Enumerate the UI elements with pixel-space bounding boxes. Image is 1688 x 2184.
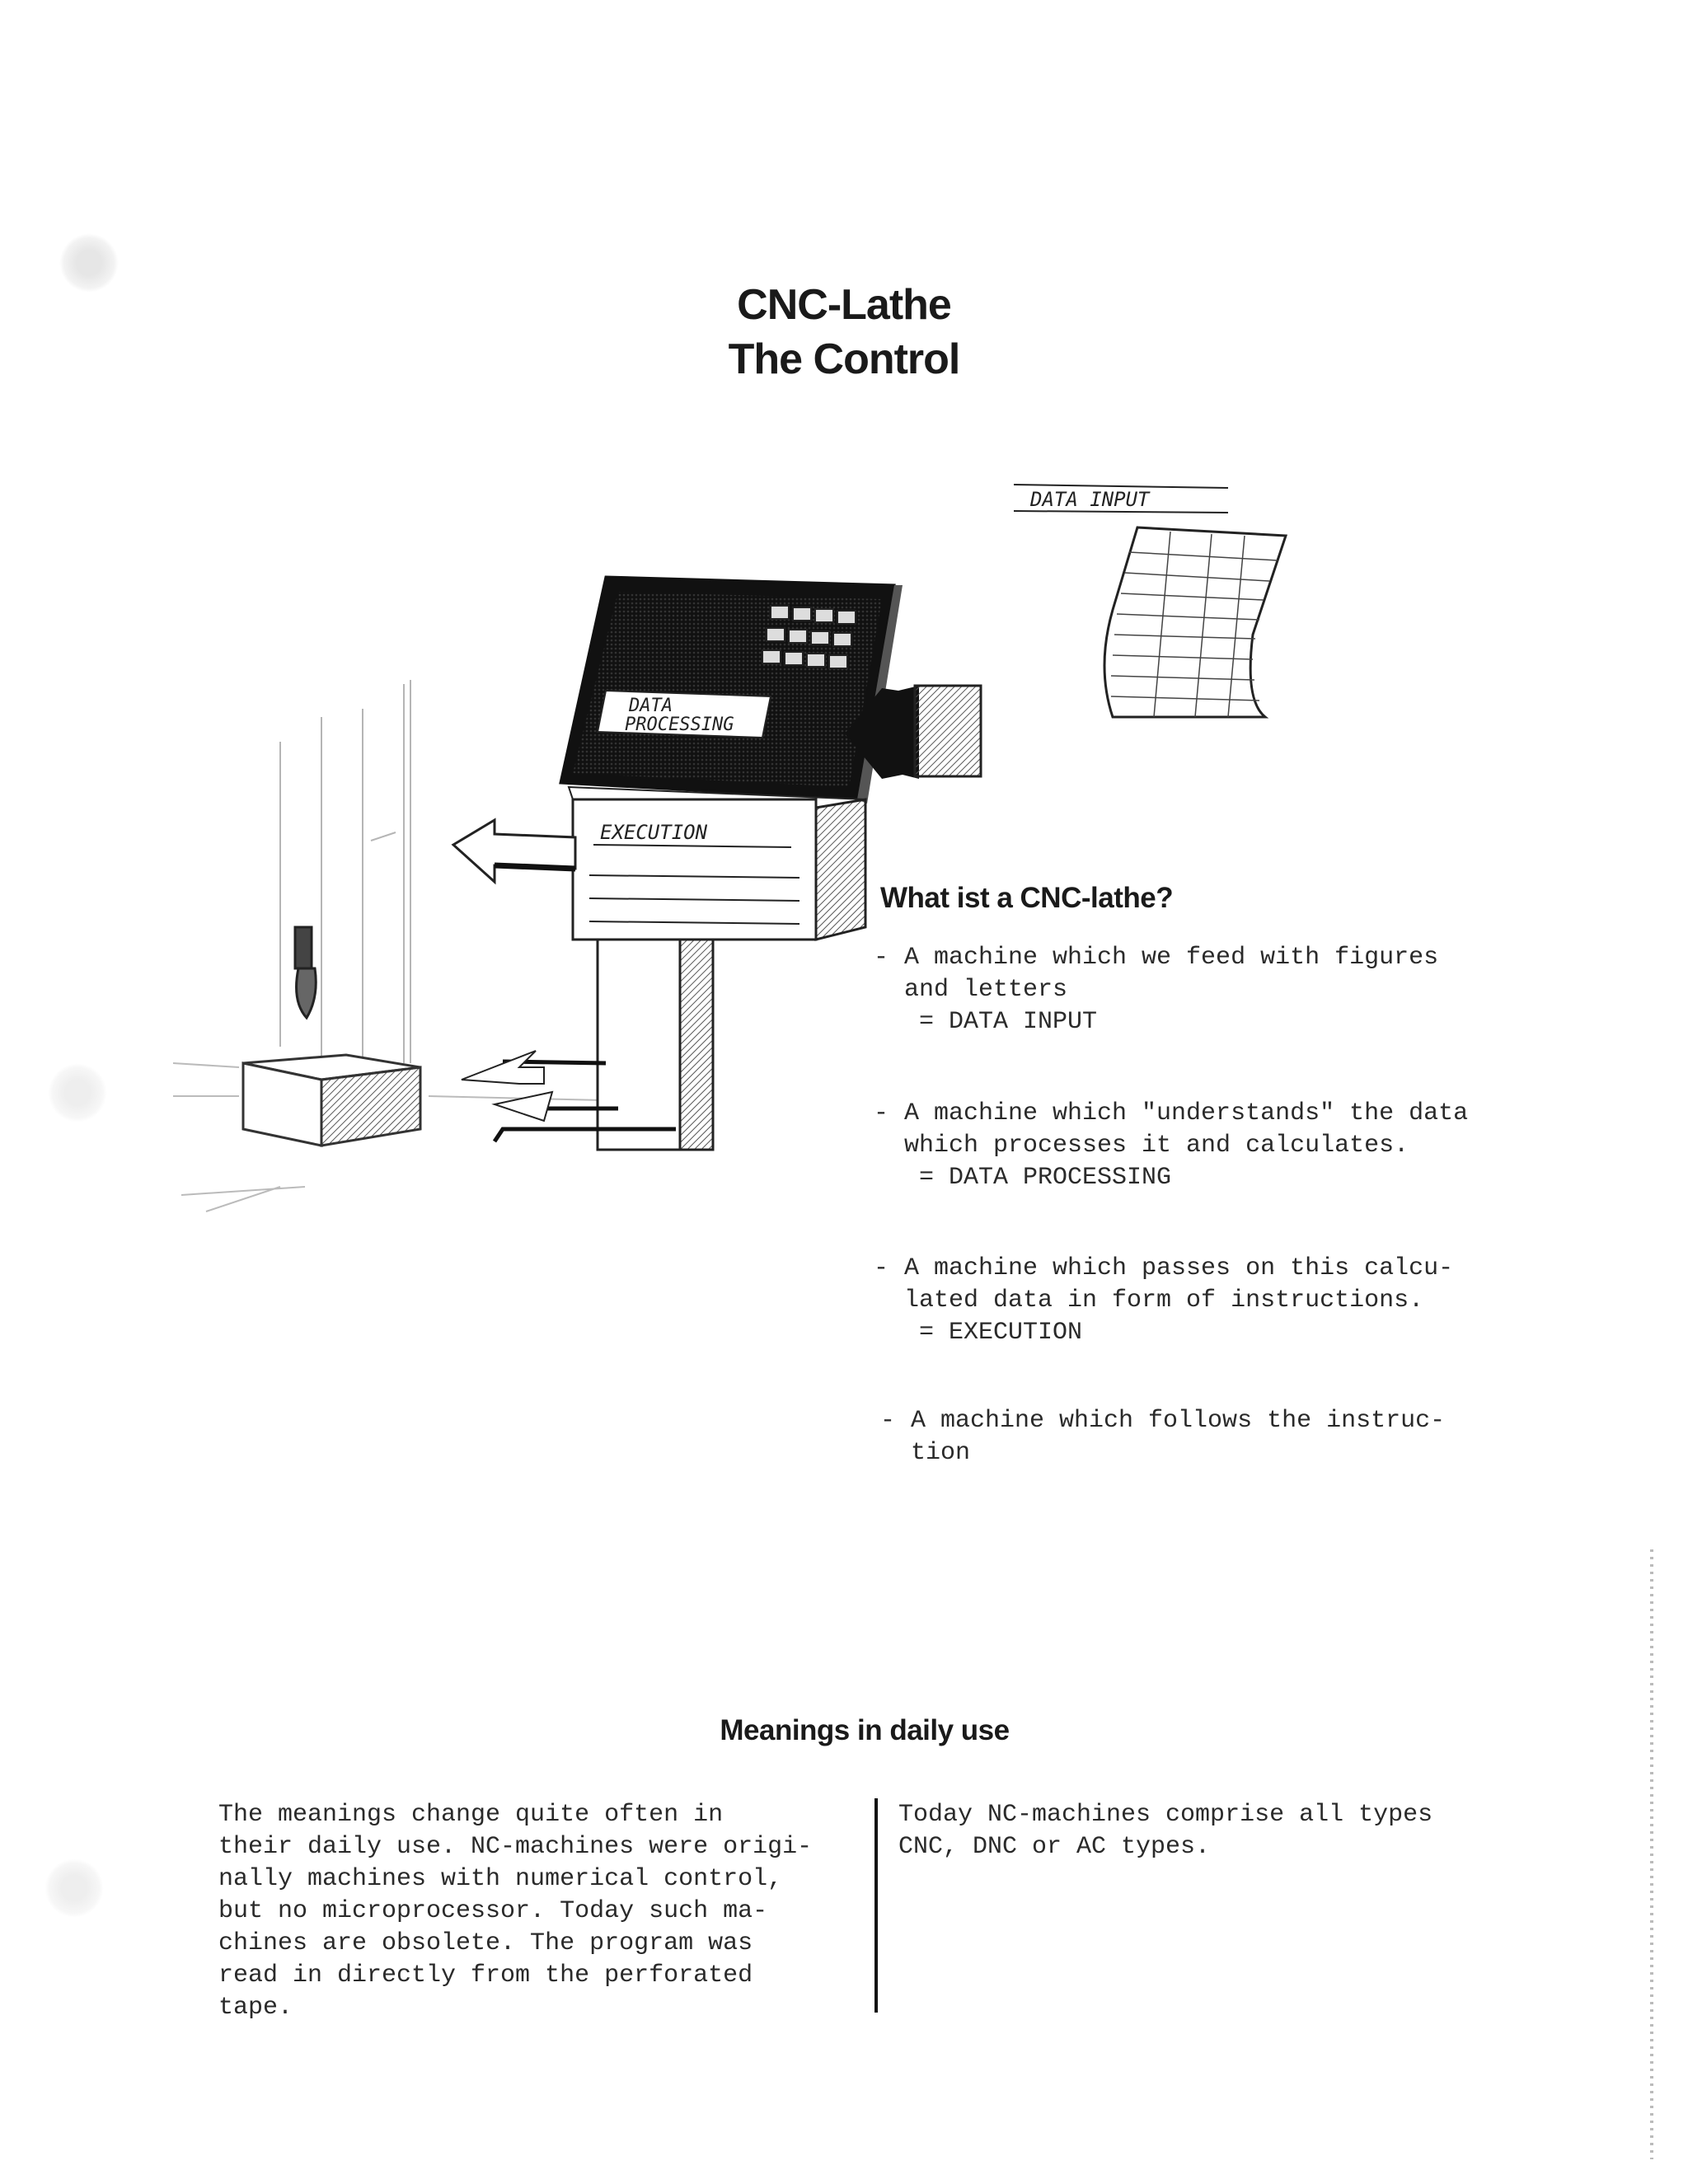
page-title-line2: The Control	[728, 335, 960, 383]
list-item	[874, 1098, 1533, 1194]
execution-cabinet	[569, 787, 865, 1150]
column-divider	[874, 1798, 878, 2013]
list-dash: -	[874, 1099, 889, 1127]
page-title-line1: CNC-Lathe	[737, 281, 951, 329]
data-processing-label: DATA	[629, 696, 673, 716]
data-processing-label-2: PROCESSING	[625, 715, 734, 735]
list-dash: -	[880, 1407, 896, 1435]
control-monitor	[560, 577, 903, 804]
list-item-text: A machine which follows the instruc- tion	[911, 1407, 1446, 1467]
meanings-left-paragraph: The meanings change quite often in their daily use. NC-machines were origi- nally machines with numerical control, but no microprocessor. Today such ma- chines are obsolete. The program was read in directly from the perforated tape.	[218, 1801, 813, 2022]
workpiece-box	[243, 1055, 420, 1146]
list-item-text: A machine which we feed with figures and letters = DATA INPUT	[904, 944, 1439, 1036]
meanings-right-paragraph: Today NC-machines comprise all types CNC, DNC or AC types.	[898, 1801, 1433, 1861]
meanings-heading: Meanings in daily use	[720, 1714, 1010, 1746]
punch-hole	[48, 1063, 107, 1122]
data-input-sheet	[1014, 485, 1286, 717]
punch-hole	[45, 1858, 104, 1918]
question-heading: What ist a CNC-lathe?	[880, 882, 1174, 914]
execution-label: EXECUTION	[600, 821, 708, 844]
execution-arrow	[453, 820, 575, 882]
list-dash: -	[874, 1254, 889, 1282]
list-item	[874, 942, 1533, 1038]
tool-holder	[295, 927, 316, 1018]
list-item	[874, 1253, 1533, 1349]
scan-edge-artifact	[1650, 1549, 1653, 2159]
data-input-label: DATA INPUT	[1030, 488, 1150, 511]
list-item-text: A machine which passes on this calcu- lated data in form of instructions. = EXECUTION	[904, 1254, 1454, 1347]
list-dash: -	[874, 944, 889, 972]
list-item-text: A machine which "understands" the data which processes it and calculates. = DATA PROCESSING	[904, 1099, 1469, 1192]
list-item	[880, 1405, 1540, 1469]
